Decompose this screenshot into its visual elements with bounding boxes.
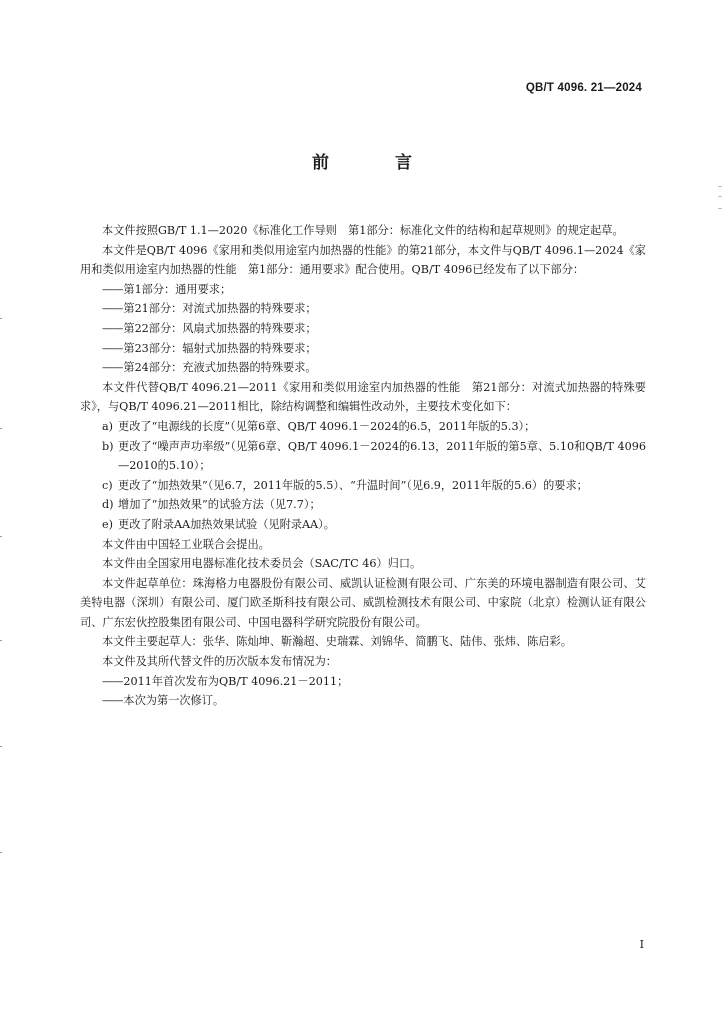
scan-edge-mark [718, 196, 722, 197]
scan-edge-mark [0, 852, 2, 853]
part-item: ——第1部分：通用要求； [102, 282, 232, 296]
committee-paragraph: 本文件由全国家用电器标准化技术委员会（SAC/TC 46）归口。 [102, 557, 422, 571]
page-title: 前 言 [312, 153, 442, 173]
intro-paragraph-1: 本文件按照GB/T 1.1—2020《标准化工作导则 第1部分：标准化文件的结构和起草规则》的规定起草。 [102, 224, 624, 237]
replace-paragraph: 本文件代替QB/T 4096.21—2011《家用和类似用途室内加热器的性能 第21部分：对流式加热器的特殊要求》，与QB/T 4096.21—2011相比，除结构调整和编辑性改动外，主要技术变化如下： [80, 380, 646, 414]
scan-edge-mark [0, 640, 2, 641]
change-item: c) 更改了“加热效果”（见6.7，2011年版的5.5）、“升温时间”（见6.9，2011年版的5.6）的要求； [102, 478, 588, 492]
part-item: ——第22部分：风扇式加热器的特殊要求； [102, 321, 317, 335]
part-item: ——第21部分：对流式加热器的特殊要求； [102, 302, 317, 316]
page-number: I [639, 938, 644, 951]
history-item: ——本次为第一次修订。 [102, 694, 225, 708]
drafting-units-paragraph: 本文件起草单位：珠海格力电器股份有限公司、威凯认证检测有限公司、广东美的环境电器制造有限公司、艾美特电器（深圳）有限公司、厦门欧圣斯科技有限公司、威凯检测技术有限公司、中家院（北京）检测认证有限公司、广东宏伙控股集团有限公司、中国电器科学研究院股份有限公司。 [80, 576, 646, 629]
history-intro-paragraph: 本文件及其所代替文件的历次版本发布情况为： [102, 655, 337, 669]
scan-edge-mark [0, 746, 2, 747]
scan-edge-mark [0, 428, 2, 429]
scan-edge-mark [718, 186, 722, 187]
scan-edge-mark [0, 318, 2, 319]
part-item: ——第23部分：辐射式加热器的特殊要求； [102, 341, 317, 355]
intro-paragraph-2: 本文件是QB/T 4096《家用和类似用途室内加热器的性能》的第21部分，本文件与QB/T 4096.1—2024《家用和类似用途室内加热器的性能 第1部分：通用要求》配合使用。QB/T 4096已经发布了以下部分： [80, 243, 646, 277]
change-item: d) 增加了“加热效果”的试验方法（见7.7）； [102, 498, 321, 512]
change-item: b) 更改了“噪声声功率级”（见第6章、QB/T 4096.1－2024的6.13，2011年版的第5章、5.10和QB/T 4096—2010的5.10）； [102, 439, 646, 473]
scan-edge-mark [718, 208, 722, 209]
change-item: e) 更改了附录AA加热效果试验（见附录AA）。 [102, 517, 335, 531]
part-item: ——第24部分：充液式加热器的特殊要求。 [102, 361, 317, 375]
change-item: a) 更改了“电源线的长度”（见第6章、QB/T 4096.1－2024的6.5，2011年版的5.3）； [102, 419, 536, 433]
standard-code: QB/T 4096. 21—2024 [525, 82, 642, 94]
proposer-paragraph: 本文件由中国轻工业联合会提出。 [102, 537, 270, 551]
drafters-paragraph: 本文件主要起草人：张华、陈灿坤、靳瀚超、史瑞霖、刘锦华、简鹏飞、陆伟、张炜、陈启彩。 [102, 635, 572, 649]
foreword-body [80, 221, 646, 711]
history-item: ——2011年首次发布为QB/T 4096.21－2011； [102, 674, 349, 688]
scan-edge-mark [0, 536, 2, 537]
